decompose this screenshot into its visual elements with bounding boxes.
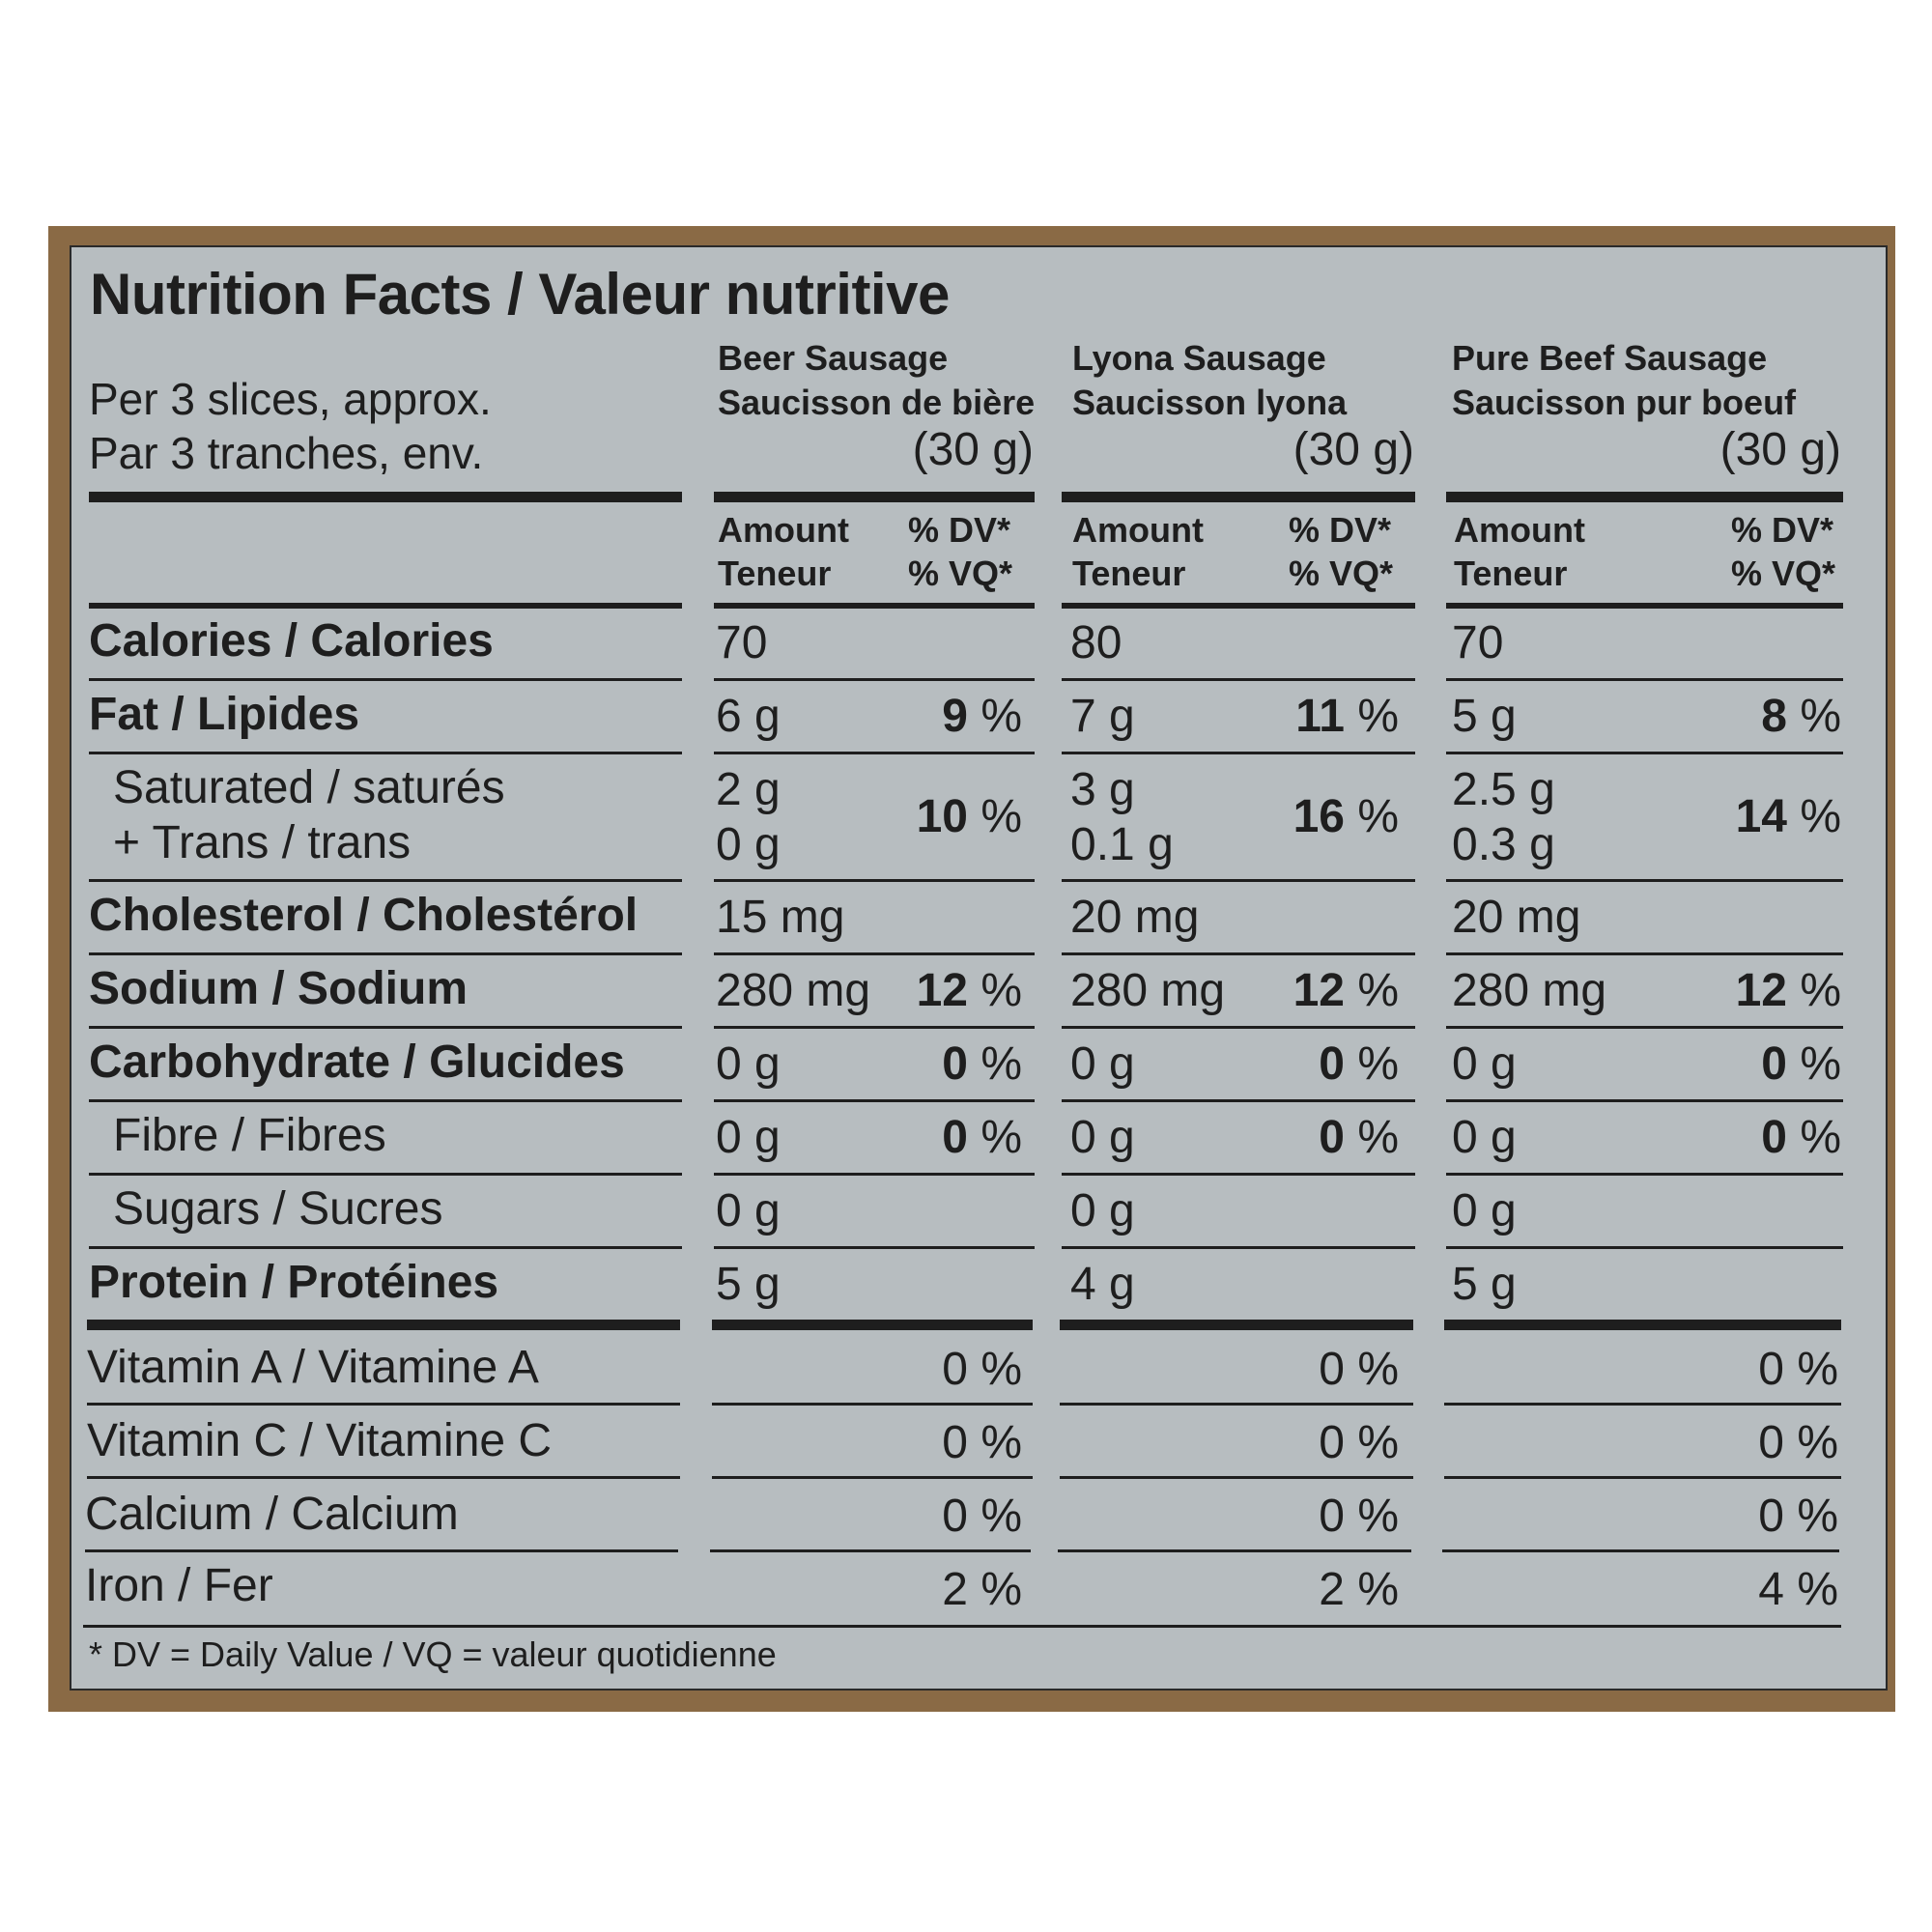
- nutrient-amount: 280 mg: [716, 965, 871, 1016]
- nutrient-amount: 80: [1070, 617, 1122, 668]
- rule-thick: [712, 1320, 1033, 1330]
- nutrient-label: Fat / Lipides: [89, 689, 360, 740]
- column-serving-size: (30 g): [1719, 424, 1841, 475]
- amount-label: Amount: [718, 510, 849, 550]
- nutrient-label: Protein / Protéines: [89, 1257, 499, 1308]
- nutrient-amount: 2.5 g: [1452, 764, 1555, 815]
- nutrient-amount: 0 g: [716, 1038, 781, 1090]
- dv-label-fr: % VQ*: [1289, 554, 1394, 593]
- column-name-en: Pure Beef Sausage: [1452, 338, 1768, 378]
- rule-thick: [1060, 1320, 1413, 1330]
- amount-label-fr: Teneur: [718, 554, 832, 593]
- nutrient-amount: 0 g: [1452, 1185, 1517, 1236]
- dv-label-fr: % VQ*: [1731, 554, 1836, 593]
- nutrient-dv: 0 %: [1319, 1491, 1399, 1542]
- nutrient-amount: 0 g: [716, 819, 781, 870]
- nutrient-dv: 0 %: [1319, 1038, 1399, 1090]
- nutrient-dv: 9 %: [942, 691, 1022, 742]
- nutrient-amount: 70: [716, 617, 768, 668]
- column-serving-size: (30 g): [1293, 424, 1414, 475]
- nutrient-amount: 0 g: [716, 1185, 781, 1236]
- nutrient-dv: 0 %: [1761, 1112, 1841, 1163]
- nutrient-label: Carbohydrate / Glucides: [89, 1037, 625, 1088]
- rule-thick: [1446, 492, 1843, 502]
- dv-label: % DV*: [908, 510, 1011, 550]
- nutrient-amount: 0.1 g: [1070, 819, 1174, 870]
- nutrient-amount: 0.3 g: [1452, 819, 1555, 870]
- nutrient-dv: 11 %: [1295, 691, 1399, 742]
- rule-medium: [1062, 603, 1415, 609]
- rule-thick: [87, 1320, 680, 1330]
- nutrient-dv: 2 %: [942, 1564, 1022, 1615]
- nutrient-label: Vitamin C / Vitamine C: [87, 1415, 553, 1466]
- nutrient-label: Calcium / Calcium: [85, 1489, 459, 1540]
- nutrient-amount: 7 g: [1070, 691, 1135, 742]
- serving-size-en: Per 3 slices, approx.: [89, 374, 492, 424]
- nutrient-amount: 0 g: [1070, 1112, 1135, 1163]
- serving-size-fr: Par 3 tranches, env.: [89, 428, 484, 478]
- dv-label: % DV*: [1731, 510, 1834, 550]
- nutrient-amount: 4 g: [1070, 1259, 1135, 1310]
- nutrient-label: Calories / Calories: [89, 615, 494, 667]
- nutrient-dv: 12 %: [1735, 965, 1841, 1016]
- amount-label: Amount: [1454, 510, 1585, 550]
- nutrient-amount: 2 g: [716, 764, 781, 815]
- nutrient-amount: 0 g: [1070, 1038, 1135, 1090]
- rule-thick: [1444, 1320, 1841, 1330]
- rule-thick: [1062, 492, 1415, 502]
- column-serving-size: (30 g): [912, 424, 1034, 475]
- amount-label-fr: Teneur: [1072, 554, 1186, 593]
- nutrient-dv: 2 %: [1319, 1564, 1399, 1615]
- nutrient-label: Vitamin A / Vitamine A: [87, 1342, 539, 1393]
- rule-thick: [714, 492, 1035, 502]
- footer-rule: [83, 1625, 1841, 1628]
- nutrient-label-sub: + Trans / trans: [113, 817, 412, 868]
- nutrient-dv: 14 %: [1735, 791, 1841, 842]
- nutrient-dv: 16 %: [1293, 791, 1399, 842]
- nutrient-dv: 0 %: [942, 1491, 1022, 1542]
- nutrient-amount: 280 mg: [1452, 965, 1607, 1016]
- nutrient-dv: 0 %: [942, 1038, 1022, 1090]
- nutrient-dv: 0 %: [1319, 1112, 1399, 1163]
- amount-label: Amount: [1072, 510, 1204, 550]
- nutrient-dv: 0 %: [1761, 1038, 1841, 1090]
- rule-medium: [89, 603, 682, 609]
- nutrient-label: Sodium / Sodium: [89, 963, 468, 1014]
- dv-label: % DV*: [1289, 510, 1392, 550]
- nutrient-amount: 5 g: [716, 1259, 781, 1310]
- nutrient-dv: 8 %: [1761, 691, 1841, 742]
- nutrient-amount: 5 g: [1452, 691, 1517, 742]
- column-name-en: Beer Sausage: [718, 338, 949, 378]
- nutrient-dv: 0 %: [1319, 1417, 1399, 1468]
- nutrient-dv: 10 %: [916, 791, 1022, 842]
- nutrient-amount: 20 mg: [1070, 892, 1200, 943]
- rule-medium: [714, 603, 1035, 609]
- nutrient-label: Fibre / Fibres: [113, 1110, 386, 1161]
- nutrient-label: Cholesterol / Cholestérol: [89, 890, 639, 941]
- nutrient-dv: 0 %: [1319, 1344, 1399, 1395]
- dv-label-fr: % VQ*: [908, 554, 1013, 593]
- nutrient-dv: 0 %: [1758, 1491, 1838, 1542]
- amount-label-fr: Teneur: [1454, 554, 1568, 593]
- column-name-fr: Saucisson lyona: [1072, 383, 1348, 422]
- nutrient-label: Sugars / Sucres: [113, 1183, 443, 1235]
- rule-medium: [1446, 603, 1843, 609]
- nutrient-dv: 0 %: [942, 1417, 1022, 1468]
- nutrient-amount: 0 g: [716, 1112, 781, 1163]
- nutrient-dv: 4 %: [1758, 1564, 1838, 1615]
- nutrient-amount: 280 mg: [1070, 965, 1226, 1016]
- nutrient-amount: 5 g: [1452, 1259, 1517, 1310]
- column-name-fr: Saucisson pur boeuf: [1452, 383, 1797, 422]
- nutrient-amount: 6 g: [716, 691, 781, 742]
- column-name-fr: Saucisson de bière: [718, 383, 1036, 422]
- nutrient-dv: 0 %: [1758, 1344, 1838, 1395]
- nutrient-amount: 70: [1452, 617, 1504, 668]
- nutrient-label: Iron / Fer: [85, 1560, 273, 1611]
- column-name-en: Lyona Sausage: [1072, 338, 1326, 378]
- nutrient-dv: 12 %: [916, 965, 1022, 1016]
- nutrient-dv: 0 %: [1758, 1417, 1838, 1468]
- footnote: * DV = Daily Value / VQ = valeur quotidienne: [89, 1634, 777, 1674]
- nutrient-amount: 3 g: [1070, 764, 1135, 815]
- nutrient-amount: 0 g: [1452, 1112, 1517, 1163]
- panel-title: Nutrition Facts / Valeur nutritive: [90, 262, 950, 327]
- nutrient-dv: 0 %: [942, 1112, 1022, 1163]
- rule-thick: [89, 492, 682, 502]
- nutrient-amount: 20 mg: [1452, 892, 1581, 943]
- nutrient-dv: 0 %: [942, 1344, 1022, 1395]
- nutrient-amount: 0 g: [1452, 1038, 1517, 1090]
- nutrient-label: Saturated / saturés: [113, 762, 505, 813]
- nutrient-amount: 0 g: [1070, 1185, 1135, 1236]
- nutrient-dv: 12 %: [1293, 965, 1399, 1016]
- nutrient-amount: 15 mg: [716, 892, 845, 943]
